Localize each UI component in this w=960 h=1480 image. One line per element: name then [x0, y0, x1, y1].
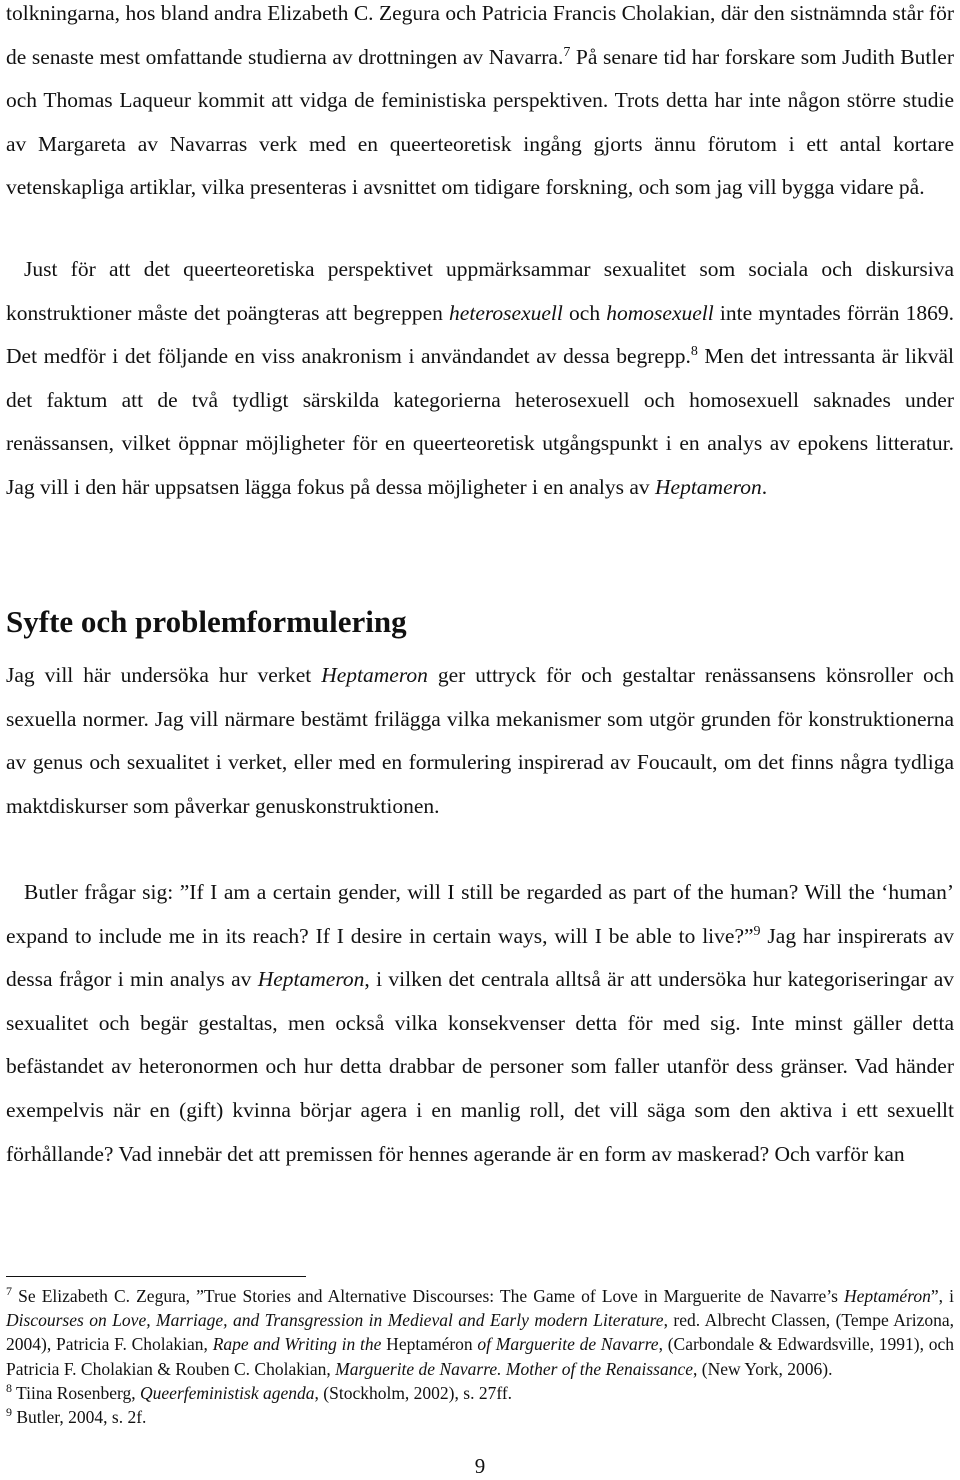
paragraph-2-text-b: och — [562, 300, 607, 325]
footnote-7-text-b: ”, i — [930, 1286, 954, 1306]
paragraph-2-text-e: . — [761, 474, 768, 499]
footnote-8-text-a: Tiina Rosenberg, — [12, 1382, 141, 1403]
footnote-7-text-d: Heptaméron — [381, 1334, 478, 1355]
footnote-ref-8[interactable]: 8 — [690, 344, 698, 360]
term-homosexuell: homosexuell — [606, 300, 714, 325]
paragraph-2-text-a: Just för att det queerteoretiska perspektivet uppmärksammar sexualitet som sociala och diskursiva konstruktioner måste det poängteras att begreppen — [6, 257, 954, 325]
footnote-7-em-4: of Marguerite de Navarre — [477, 1334, 659, 1355]
footnote-7-em-3: Rape and Writing in the — [212, 1334, 382, 1355]
footnote-7-text-a: Se Elizabeth C. Zegura, ”True Stories and Alternative Discourses: The Game of Love in Marguerite de Navarre’s — [12, 1286, 845, 1306]
paragraph-2-text-c: inte myntades förrän 1869. Det medför i det följande en viss anakronism i användandet av dessa begrepp. — [6, 300, 954, 369]
title-heptameron: Heptameron — [257, 967, 365, 992]
paragraph-2 — [6, 248, 954, 510]
footnotes — [6, 1284, 954, 1429]
footnote-9-text-a: Butler, 2004, s. 2f. — [12, 1407, 147, 1428]
paragraph-4-text-c: , i vilken det centrala alltså är att undersöka hur kategoriseringar av sexualitet och begär gestaltas, men också vilka konsekvenser detta för med sig. Inte minst gäller detta befästandet av heteronormen och hur detta drabbar de personer som faller utanför dess gränser. Vad händer exempelvis när en (gift) kvinna börjar agera i en manlig roll, det vill säga som den aktiva i ett sexuellt förhållande? Vad innebär det att premissen för hennes agerande är en form av maskerad? Och varför kan — [6, 967, 954, 1166]
footnote-7-em-5: Marguerite de Navarre. Mother of the Renaissance — [335, 1358, 693, 1379]
footnote-ref-7[interactable]: 7 — [563, 44, 571, 60]
paragraph-4-text-a: Butler frågar sig: ”If I am a certain gender, will I still be regarded as part of the human? Will the ‘human’ expand to include me in its reach? If I desire in certain ways, will I be able to live?” — [6, 880, 954, 948]
title-heptameron: Heptameron — [321, 663, 428, 687]
footnote-7-text-f: , (New York, 2006). — [693, 1358, 833, 1379]
footnote-number: 8 — [6, 1380, 12, 1395]
title-heptameron: Heptameron — [655, 474, 762, 499]
paragraph-1-text-b: På senare tid har forskare som Judith Butler och Thomas Laqueur kommit att vidga de feministiska perspektiven. Trots detta har inte någon större studie av Margareta av Navarras verk med en queerteoretisk ingång gjorts ännu förutom i ett antal kortare vetenskapliga artiklar, vilka presenteras i avsnittet om tidigare forskning, och som jag vill bygga vidare på. — [6, 44, 954, 200]
footnote-ref-9[interactable]: 9 — [753, 923, 761, 939]
paragraph-1 — [6, 0, 954, 210]
footnote-7-text-e: , (Carbondale & Edwardsville, 1991), och Patricia F. Cholakian & Rouben C. Cholakian, — [6, 1334, 954, 1379]
footnote-9 — [6, 1405, 954, 1429]
paragraph-4-text-b: Jag har inspirerats av dessa frågor i min analys av — [6, 923, 954, 992]
paragraph-1-text-a: tolkningarna, hos bland andra Elizabeth C. Zegura och Patricia Francis Cholakian, där den sistnämnda står för de senaste mest omfattande studierna av drottningen av Navarra. — [6, 1, 954, 69]
footnote-8-em-1: Queerfeministisk agenda — [140, 1382, 315, 1403]
footnote-7-em-2: Discourses on Love, Marriage, and Transgression in Medieval and Early modern Literature — [6, 1310, 664, 1331]
page-number: 9 — [474, 1454, 486, 1478]
footnote-7-em-1: Heptaméron — [844, 1286, 931, 1306]
footnote-number: 9 — [6, 1405, 12, 1420]
footnote-number: 7 — [6, 1284, 12, 1299]
paragraph-2-text-d: Men det intressanta är likväl det faktum att de två tydligt särskilda kategorierna heterosexuell och homosexuell saknades under renässansen, vilket öppnar möjligheter för en queerteoretisk utgångspunkt i en analys av epokens litteratur. Jag vill i den här uppsatsen lägga fokus på dessa möjligheter i en analys av — [6, 344, 954, 499]
paragraph-3-text-a: Jag vill här undersöka hur verket — [6, 663, 322, 687]
section-heading: Syfte och problemformulering — [6, 604, 407, 639]
term-heterosexuell: heterosexuell — [449, 300, 563, 325]
footnote-8 — [6, 1381, 954, 1405]
footnote-7 — [6, 1284, 954, 1381]
footnote-7-text-c: , red. Albrecht Classen, (Tempe Arizona, 2004), Patricia F. Cholakian, — [6, 1310, 954, 1355]
paragraph-3 — [6, 654, 954, 828]
footnote-8-text-b: , (Stockholm, 2002), s. 27ff. — [314, 1382, 513, 1403]
paragraph-4 — [6, 871, 954, 1176]
footnote-divider — [6, 1276, 306, 1277]
paragraph-3-text-b: ger uttryck för och gestaltar renässansens könsroller och sexuella normer. Jag vill närmare bestämt frilägga vilka mekanismer som utgör grunden för konstruktionerna av genus och sexualitet i verket, eller med en formulering inspirerad av Foucault, om det finns några tydliga maktdiskurser som påverkar genuskonstruktionen. — [6, 663, 954, 818]
